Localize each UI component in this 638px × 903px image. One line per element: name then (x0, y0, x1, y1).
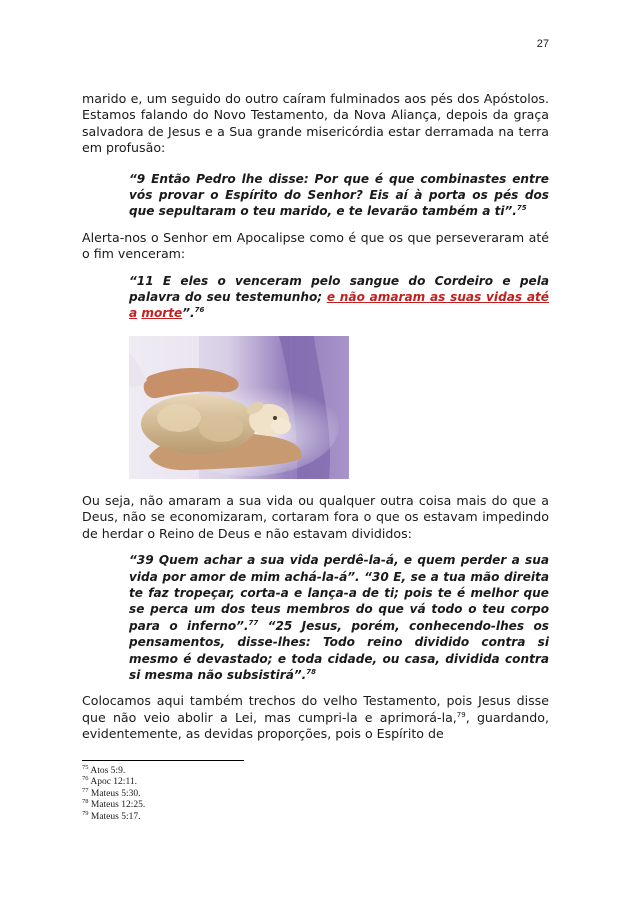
quote-3-part-2: “25 Jesus, porém, conhecendo-lhes os pensamentos, disse-lhes: Todo reino dividido contra si mesmo é devastado; e toda cidade, ou casa, dividida contra si mesma não subsistirá”. (129, 618, 549, 682)
footnote-75: $^{75}$ Atos 5:9. (82, 763, 126, 776)
page-content (82, 91, 549, 743)
footnotes (82, 763, 146, 823)
paragraph-1: marido e, um seguido do outro caíram fulminados aos pés dos Apóstolos. Estamos falando do Novo Testamento, da Nova Aliança, depois da graça salvadora de Jesus e a Sua grande misericórdia estar derramada na terra em profusão: (82, 91, 549, 156)
lamb-illustration (129, 336, 349, 479)
footnote-78: $^{78}$ Mateus 12:25. (82, 798, 146, 811)
page-number: 27 (536, 38, 549, 50)
quote-matthew (82, 552, 549, 683)
paragraph-4-part-2: , guardando, evidentemente, as devidas proporções, pois o Espírito de (82, 709, 549, 742)
quote-3-part-1: “39 Quem achar a sua vida perdê-la-á, e quem perder a sua vida por amor de mim achá-la-á”. “30 E, se a tua mão direita te faz tropeçar, corta-a e lança-a de ti; pois te é melhor que se perca um dos teus membros do que vá todo o teu corpo para o inferno”. (129, 553, 549, 633)
quote-2-highlight-end: morte (141, 306, 183, 321)
paragraph-3: Ou seja, não amaram a sua vida ou qualquer outra coisa mais do que a Deus, não se economizaram, cortaram fora o que os estavam impedindo de herdar o Reino de Deus e não estavam divididos: (82, 492, 549, 541)
footnote-79: $^{79}$ Mateus 5:17. (82, 809, 141, 822)
quote-acts-5-9 (82, 171, 549, 220)
footnote-separator (82, 760, 244, 761)
footnote-ref-77[interactable]: 77 (248, 618, 259, 627)
footnote-ref-79[interactable]: 79 (456, 710, 466, 719)
footnote-ref-76[interactable]: 76 (194, 306, 205, 315)
paragraph-4 (82, 693, 549, 742)
footnote-ref-78[interactable]: 78 (306, 667, 317, 676)
quote-2-closing: ”. (182, 306, 195, 321)
footnote-76: $^{76}$ Apoc 12:11. (82, 775, 137, 788)
quote-1-text: “9 Então Pedro lhe disse: Por que é que combinastes entre vós provar o Espírito do Senhor? Eis aí à porta os pés dos que sepultaram o teu marido, e te levarão também a ti”. (129, 171, 549, 219)
quote-2-text: “11 E eles o venceram pelo sangue do Cordeiro e pela palavra do seu testemunho; (129, 273, 549, 305)
lamb-in-hands-image (129, 336, 349, 479)
quote-2-highlight: e não amaram as suas vidas até a (129, 290, 549, 321)
footnote-ref-75[interactable]: 75 (516, 204, 527, 213)
paragraph-4-part-1: Colocamos aqui também trechos do velho Testamento, pois Jesus disse que não veio abolir a Lei, mas cumpri-la e aprimorá-la, (82, 693, 549, 725)
footnote-77: $^{77}$ Mateus 5:30. (82, 786, 141, 799)
paragraph-2: Alerta-nos o Senhor em Apocalipse como é que os que perseveraram até o fim venceram: (82, 229, 549, 262)
quote-revelation-12-11 (82, 273, 549, 322)
